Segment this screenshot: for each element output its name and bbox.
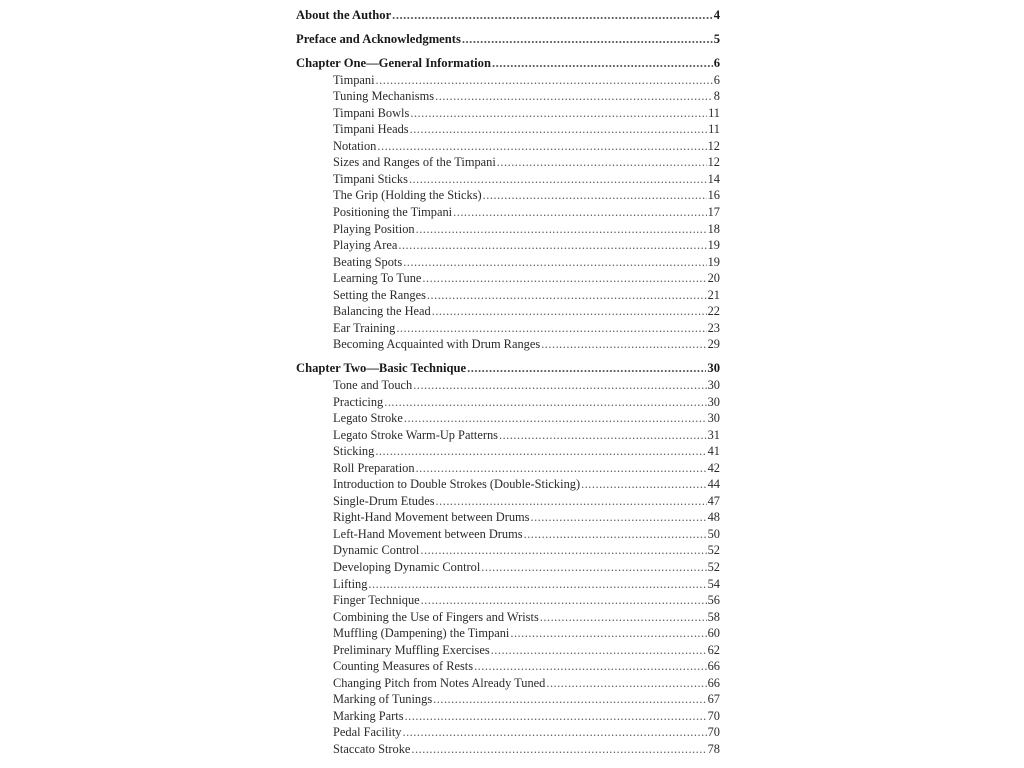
toc-entry	[296, 204, 720, 221]
toc-page-number: 52	[707, 560, 720, 574]
dot-leader	[540, 609, 707, 626]
toc-entry-title: Staccato Stroke	[333, 742, 411, 757]
toc-page-number: 30	[707, 411, 720, 426]
toc-entry	[296, 320, 720, 337]
table-of-contents	[296, 7, 720, 758]
toc-entry	[296, 708, 720, 725]
dot-leader	[474, 658, 707, 675]
dot-leader	[581, 476, 707, 493]
toc-entry	[296, 221, 720, 238]
toc-entry	[296, 642, 720, 659]
toc-entry-title: Counting Measures of Rests	[333, 659, 474, 674]
toc-entry	[296, 410, 720, 427]
dot-leader	[462, 31, 713, 48]
toc-page-number: 31	[707, 427, 720, 442]
toc-entry-title: Timpani Sticks	[333, 171, 408, 186]
toc-entry-title: The Grip (Holding the Sticks)	[333, 188, 482, 203]
toc-page-number: 58	[707, 609, 720, 624]
toc-entry-title: Setting the Ranges	[333, 287, 426, 302]
toc-entry-title: Left-Hand Movement between Drums	[333, 526, 523, 541]
dot-leader	[410, 105, 707, 122]
dot-leader	[377, 138, 706, 155]
dot-leader	[435, 88, 713, 105]
toc-heading	[296, 31, 720, 48]
dot-leader	[416, 221, 707, 238]
toc-entry-title: Introduction to Double Strokes (Double-Sticking)	[333, 477, 581, 492]
dot-leader	[404, 410, 707, 427]
toc-entry-title: Tuning Mechanisms	[333, 89, 435, 104]
toc-heading	[296, 7, 720, 24]
toc-entry	[296, 658, 720, 675]
toc-entry	[296, 138, 720, 155]
toc-entry	[296, 691, 720, 708]
section-gap	[296, 353, 720, 361]
toc-entry	[296, 270, 720, 287]
section-gap	[296, 48, 720, 56]
section-gap	[296, 24, 720, 32]
toc-page-number: 18	[707, 221, 720, 236]
toc-page-number: 12	[707, 155, 720, 170]
toc-entry	[296, 154, 720, 171]
toc-entry-title: Developing Dynamic Control	[333, 560, 481, 574]
toc-entry	[296, 493, 720, 510]
toc-page-number: 66	[707, 675, 720, 690]
toc-page-number: 60	[707, 626, 720, 641]
toc-entry-title: Lifting	[333, 576, 368, 591]
dot-leader	[491, 642, 707, 659]
toc-entry	[296, 121, 720, 138]
toc-entry-title: Preliminary Muffling Exercises	[333, 642, 490, 657]
toc-entry-title: Combining the Use of Fingers and Wrists	[333, 609, 539, 624]
dot-leader	[392, 7, 713, 24]
toc-page-number: 22	[707, 304, 720, 319]
dot-leader	[384, 394, 706, 411]
toc-entry	[296, 88, 720, 105]
toc-page-number: 78	[707, 742, 720, 757]
toc-page-number: 48	[707, 510, 720, 525]
toc-page-number: 70	[707, 725, 720, 740]
dot-leader	[483, 187, 707, 204]
toc-page-number: 8	[713, 89, 720, 104]
toc-page-number: 5	[713, 32, 720, 47]
toc-entry	[296, 741, 720, 758]
toc-entry	[296, 287, 720, 304]
toc-page-number: 52	[707, 543, 720, 558]
dot-leader	[410, 121, 707, 138]
toc-page-number: 17	[707, 205, 720, 220]
toc-entry	[296, 675, 720, 692]
toc-entry	[296, 476, 720, 493]
dot-leader	[531, 509, 707, 526]
toc-entry-title: Dynamic Control	[333, 543, 420, 558]
toc-entry	[296, 625, 720, 642]
toc-page-number: 30	[707, 361, 720, 376]
toc-entry	[296, 254, 720, 271]
toc-entry-title: About the Author	[296, 8, 392, 22]
toc-entry	[296, 303, 720, 320]
toc-entry-title: Preface and Acknowledgments	[296, 32, 461, 47]
toc-page-number: 12	[707, 138, 720, 153]
toc-entry-title: Legato Stroke	[333, 411, 403, 426]
dot-leader	[405, 708, 707, 725]
dot-leader	[398, 237, 706, 254]
toc-entry	[296, 526, 720, 543]
dot-leader	[481, 559, 706, 576]
toc-entry	[296, 576, 720, 593]
toc-entry-title: Marking Parts	[333, 708, 404, 723]
toc-page-number: 29	[707, 337, 720, 352]
toc-page-number: 21	[707, 287, 720, 302]
toc-page-number: 16	[707, 188, 720, 203]
toc-entry-title: Chapter One—General Information	[296, 56, 491, 71]
toc-entry-title: Positioning the Timpani	[333, 205, 453, 220]
toc-entry	[296, 609, 720, 626]
toc-heading	[296, 360, 720, 377]
toc-entry-title: Timpani Heads	[333, 122, 409, 137]
toc-entry-title: Muffling (Dampening) the Timpani	[333, 626, 510, 641]
dot-leader	[432, 303, 707, 320]
dot-leader	[453, 204, 706, 221]
toc-page-number: 41	[707, 444, 720, 459]
toc-page-number: 67	[707, 692, 720, 707]
dot-leader	[467, 360, 706, 377]
toc-entry-title: Legato Stroke Warm-Up Patterns	[333, 427, 498, 442]
toc-page-number: 50	[707, 526, 720, 541]
dot-leader	[409, 171, 707, 188]
toc-page-number: 56	[707, 593, 720, 608]
toc-entry-title: Timpani	[333, 72, 375, 87]
dot-leader	[420, 542, 706, 559]
dot-leader	[499, 427, 707, 444]
toc-entry-title: Balancing the Head	[333, 304, 431, 319]
toc-page-number: 6	[713, 56, 720, 71]
toc-entry	[296, 171, 720, 188]
dot-leader	[510, 625, 706, 642]
toc-entry	[296, 427, 720, 444]
dot-leader	[492, 55, 713, 72]
dot-leader	[402, 724, 706, 741]
toc-entry-title: Single-Drum Etudes	[333, 493, 435, 508]
toc-entry	[296, 237, 720, 254]
toc-page-number: 30	[707, 377, 720, 392]
dot-leader	[541, 336, 706, 353]
toc-heading	[296, 55, 720, 72]
toc-page-number: 19	[707, 254, 720, 269]
toc-entry-title: Changing Pitch from Notes Already Tuned	[333, 675, 546, 690]
toc-page-number: 70	[707, 708, 720, 723]
toc-entry	[296, 542, 720, 559]
toc-entry-title: Marking of Tunings	[333, 692, 433, 707]
dot-leader	[375, 443, 706, 460]
toc-entry-title: Pedal Facility	[333, 725, 402, 740]
dot-leader	[436, 493, 707, 510]
toc-entry-title: Ear Training	[333, 320, 396, 335]
toc-entry-title: Practicing	[333, 394, 384, 409]
toc-entry-title: Right-Hand Movement between Drums	[333, 510, 530, 525]
toc-entry-title: Tone and Touch	[333, 377, 413, 392]
dot-leader	[403, 254, 706, 271]
toc-page-number: 42	[707, 460, 720, 475]
toc-entry	[296, 509, 720, 526]
toc-entry	[296, 394, 720, 411]
toc-page-number: 4	[713, 8, 720, 22]
toc-entry	[296, 443, 720, 460]
dot-leader	[427, 287, 707, 304]
toc-page-number: 66	[707, 659, 720, 674]
toc-page-number: 44	[707, 477, 720, 492]
toc-entry-title: Learning To Tune	[333, 271, 422, 286]
dot-leader	[546, 675, 706, 692]
toc-page-number: 47	[707, 493, 720, 508]
toc-entry-title: Timpani Bowls	[333, 105, 410, 120]
toc-page-number: 14	[707, 171, 720, 186]
toc-entry	[296, 724, 720, 741]
toc-entry	[296, 592, 720, 609]
toc-entry-title: Playing Area	[333, 238, 398, 253]
toc-entry	[296, 460, 720, 477]
dot-leader	[413, 377, 706, 394]
dot-leader	[411, 741, 706, 758]
dot-leader	[368, 576, 706, 593]
toc-entry	[296, 105, 720, 122]
dot-leader	[497, 154, 707, 171]
toc-entry-title: Becoming Acquainted with Drum Ranges	[333, 337, 541, 352]
toc-page-number: 54	[707, 576, 720, 591]
toc-page-number: 30	[707, 394, 720, 409]
toc-entry	[296, 377, 720, 394]
dot-leader	[421, 592, 707, 609]
toc-entry	[296, 72, 720, 89]
dot-leader	[433, 691, 706, 708]
toc-page-number: 19	[707, 238, 720, 253]
dot-leader	[396, 320, 706, 337]
toc-entry-title: Chapter Two—Basic Technique	[296, 361, 467, 376]
toc-entry	[296, 336, 720, 353]
dot-leader	[524, 526, 707, 543]
toc-entry-title: Finger Technique	[333, 593, 420, 608]
toc-page-number: 62	[707, 642, 720, 657]
toc-entry-title: Beating Spots	[333, 254, 403, 269]
dot-leader	[376, 72, 713, 89]
toc-page-number: 20	[707, 271, 720, 286]
toc-entry	[296, 559, 720, 576]
toc-page-number: 11	[708, 105, 720, 120]
toc-entry-title: Sticking	[333, 444, 375, 459]
toc-entry-title: Notation	[333, 138, 377, 153]
toc-entry-title: Playing Position	[333, 221, 415, 236]
toc-page-number: 11	[708, 122, 720, 137]
toc-entry-title: Roll Preparation	[333, 460, 415, 475]
toc-entry-title: Sizes and Ranges of the Timpani	[333, 155, 496, 170]
toc-entry	[296, 187, 720, 204]
toc-page-number: 23	[707, 320, 720, 335]
dot-leader	[422, 270, 706, 287]
toc-page-number: 6	[713, 72, 720, 87]
dot-leader	[416, 460, 707, 477]
